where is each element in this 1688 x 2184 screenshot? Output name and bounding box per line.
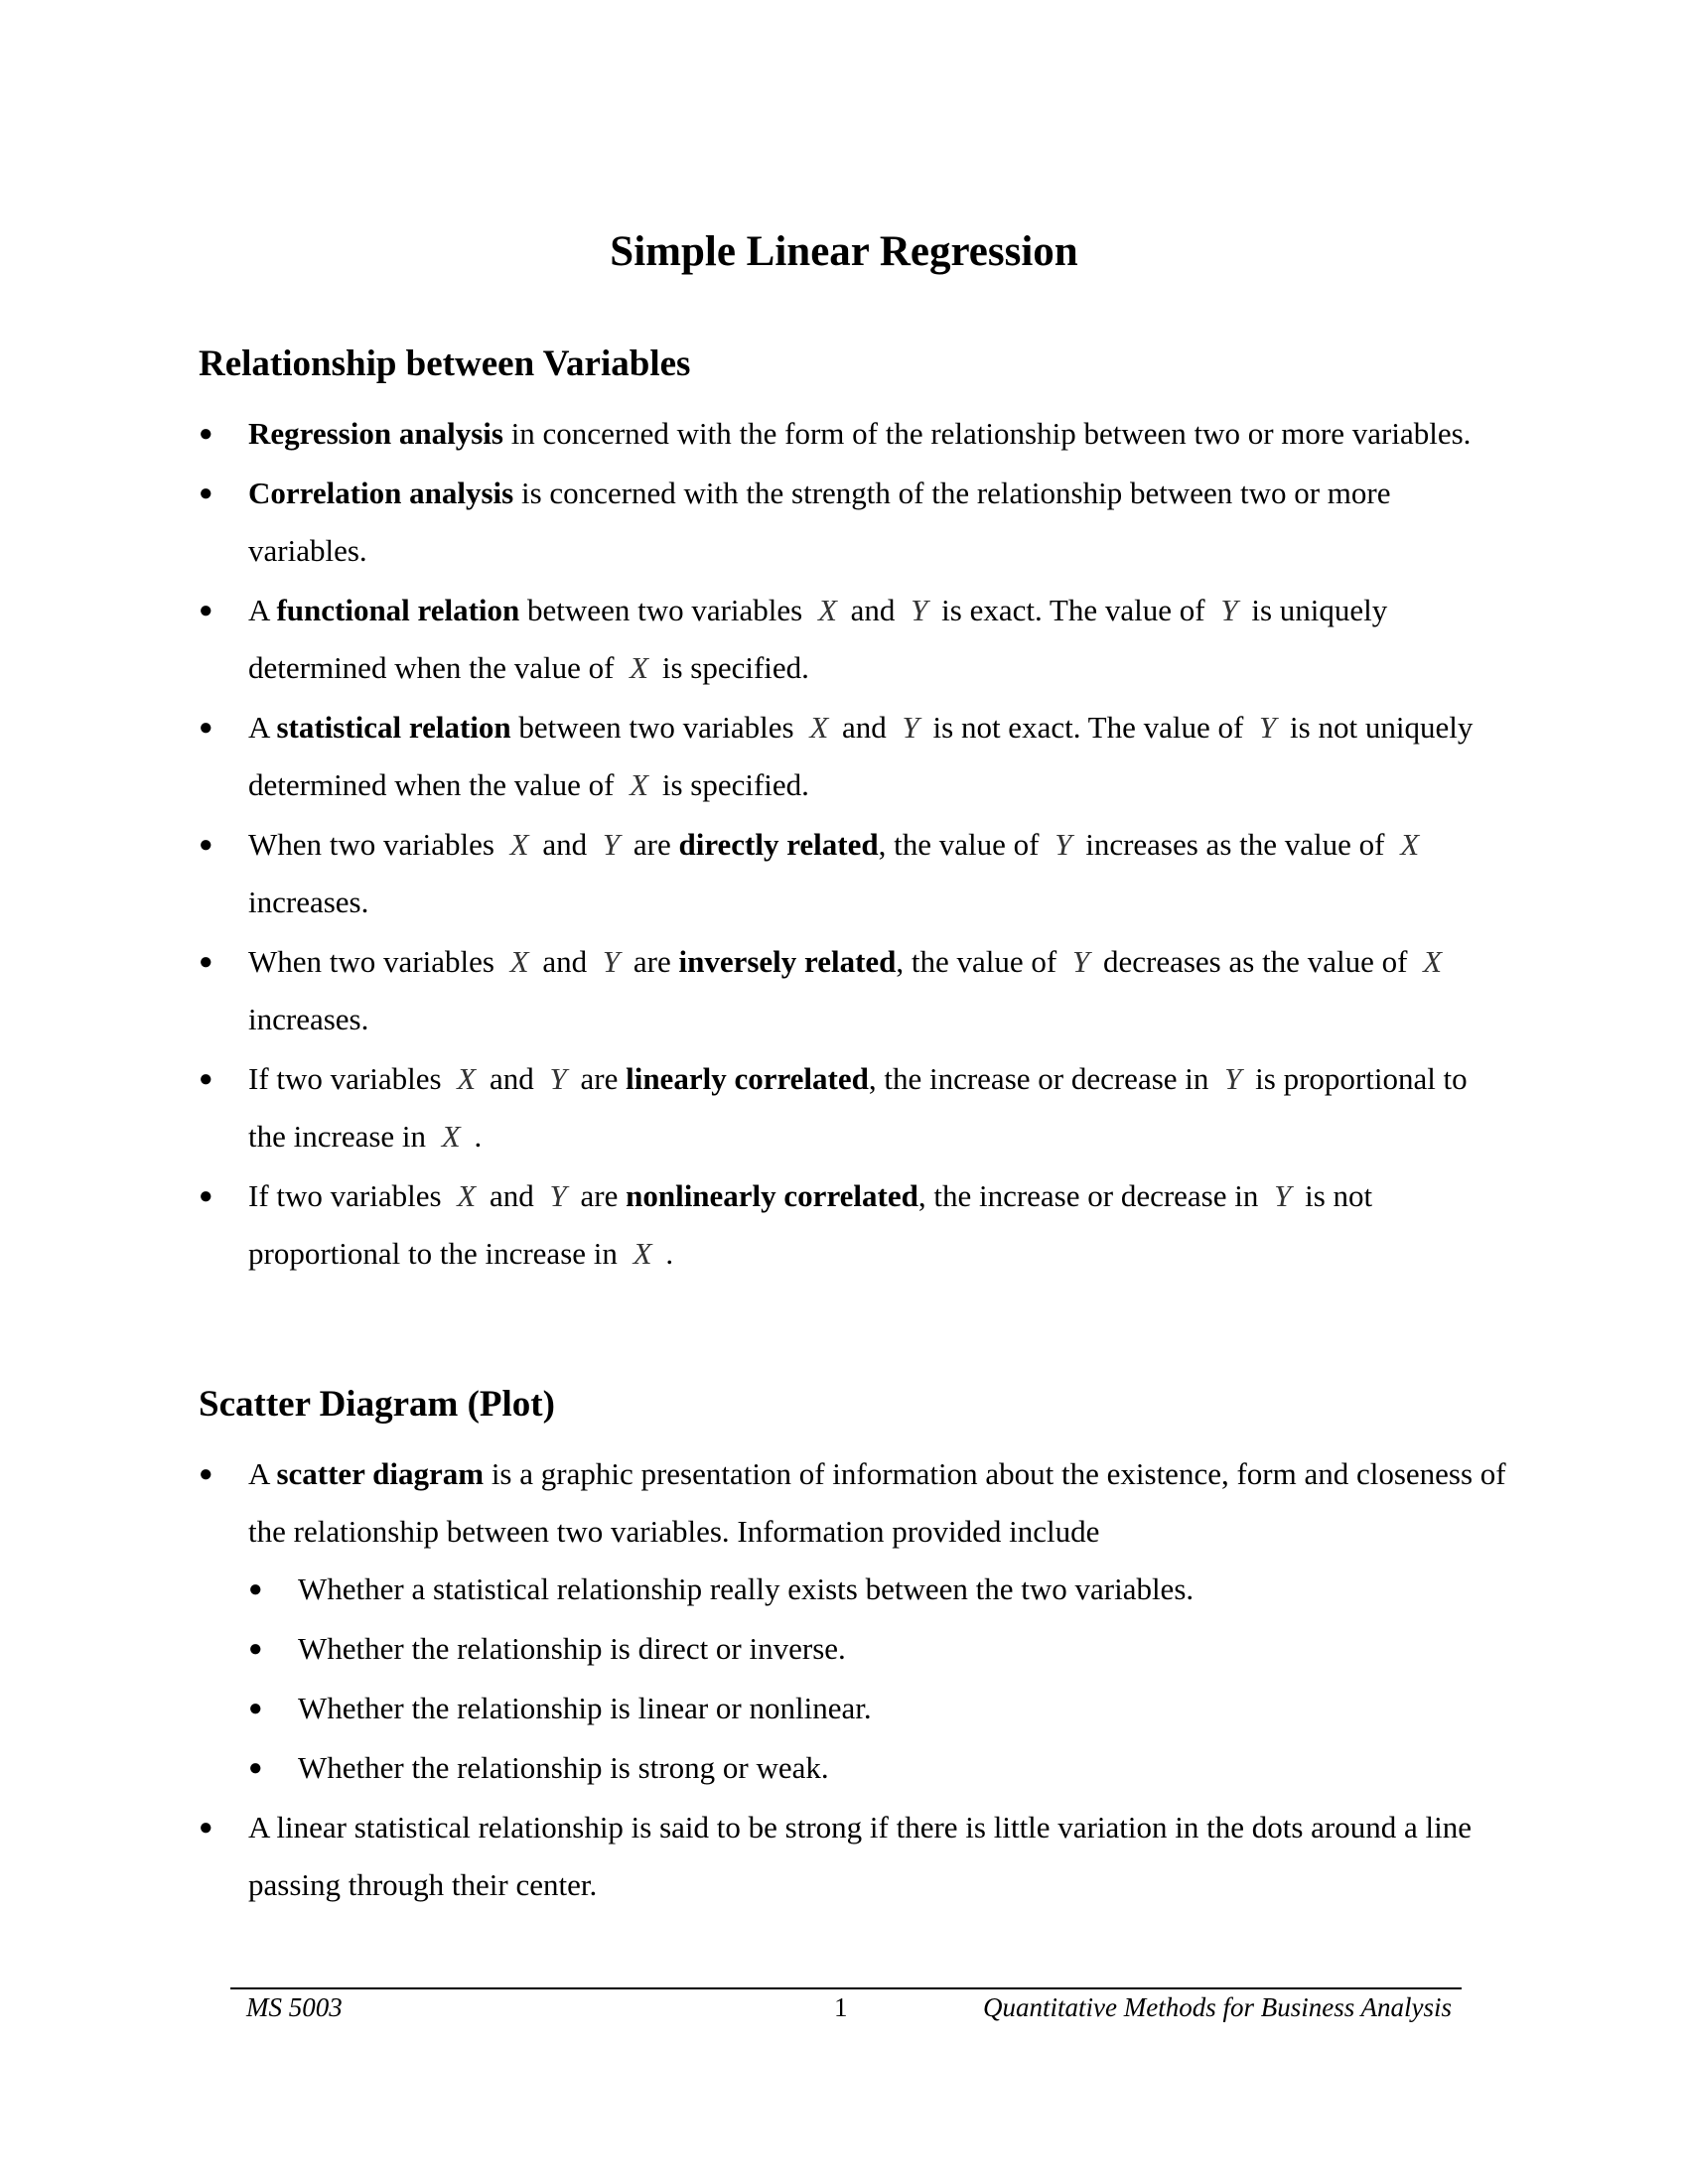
list-item: ● If two variables X and Y are linearly correlated, the increase or decrease in Y is proportional to the increase in X .: [199, 1050, 1509, 1165]
list-item: ● A scatter diagram is a graphic presentation of information about the existence, form and closeness of the relationship between two variables. Information provided include ● Whether a statistical relationship really exists between the two variables. ● Whether the relationship is direct or inverse. ● Whether the relationship is linear or nonlinear. ● Whether the relationship is strong or weak.: [199, 1445, 1509, 1797]
bullet-icon: ●: [199, 421, 213, 447]
bullet-icon: ●: [199, 1183, 213, 1209]
bullet-icon: ●: [199, 480, 213, 506]
bullet-icon: ●: [248, 1576, 263, 1602]
bullet-icon: ●: [199, 1066, 213, 1092]
footer-page-number: 1: [834, 1992, 848, 2022]
bullet-icon: ●: [248, 1755, 263, 1781]
bullet-icon: ●: [199, 1461, 213, 1487]
list-item: ● When two variables X and Y are inversely related, the value of Y decreases as the value of X increases.: [199, 933, 1509, 1048]
sub-list-item: ● Whether a statistical relationship really exists between the two variables.: [248, 1561, 1509, 1618]
section-heading-relationship: Relationship between Variables: [199, 343, 691, 384]
footer-course-code: MS 5003: [246, 1992, 343, 2022]
bullet-icon: ●: [248, 1636, 263, 1662]
page-title: Simple Linear Regression: [610, 228, 1078, 275]
list-item: ● When two variables X and Y are directly related, the value of Y increases as the value of X increases.: [199, 816, 1509, 931]
bullet-icon: ●: [199, 832, 213, 858]
bullet-icon: ●: [248, 1696, 263, 1721]
list-item: ● A functional relation between two variables X and Y is exact. The value of Y is uniquely determined when the value of X is specified.: [199, 582, 1509, 697]
sub-list-item: ● Whether the relationship is strong or weak.: [248, 1739, 1509, 1797]
scatter-list: [199, 1445, 1509, 1916]
sub-list-item: ● Whether the relationship is linear or nonlinear.: [248, 1680, 1509, 1737]
list-item: ● Correlation analysis is concerned with the strength of the relationship between two or more variables.: [199, 465, 1509, 580]
section-heading-scatter: Scatter Diagram (Plot): [199, 1384, 555, 1425]
list-item: ● If two variables X and Y are nonlinearly correlated, the increase or decrease in Y is not proportional to the increase in X .: [199, 1167, 1509, 1283]
list-item: ● Regression analysis in concerned with the form of the relationship between two or more variables.: [199, 405, 1509, 463]
list-item: ● A statistical relation between two variables X and Y is not exact. The value of Y is not uniquely determined when the value of X is specified.: [199, 699, 1509, 814]
list-item: ● A linear statistical relationship is said to be strong if there is little variation in the dots around a line passing through their center.: [199, 1799, 1509, 1914]
footer-rule: [230, 1987, 1462, 1989]
relationship-list: [199, 405, 1509, 1285]
bullet-icon: ●: [199, 1815, 213, 1841]
sub-list-item: ● Whether the relationship is direct or inverse.: [248, 1620, 1509, 1678]
bullet-icon: ●: [199, 598, 213, 623]
footer-course-title: Quantitative Methods for Business Analysis: [983, 1992, 1452, 2022]
bullet-icon: ●: [199, 715, 213, 741]
sub-list: [248, 1561, 1509, 1797]
bullet-icon: ●: [199, 949, 213, 975]
